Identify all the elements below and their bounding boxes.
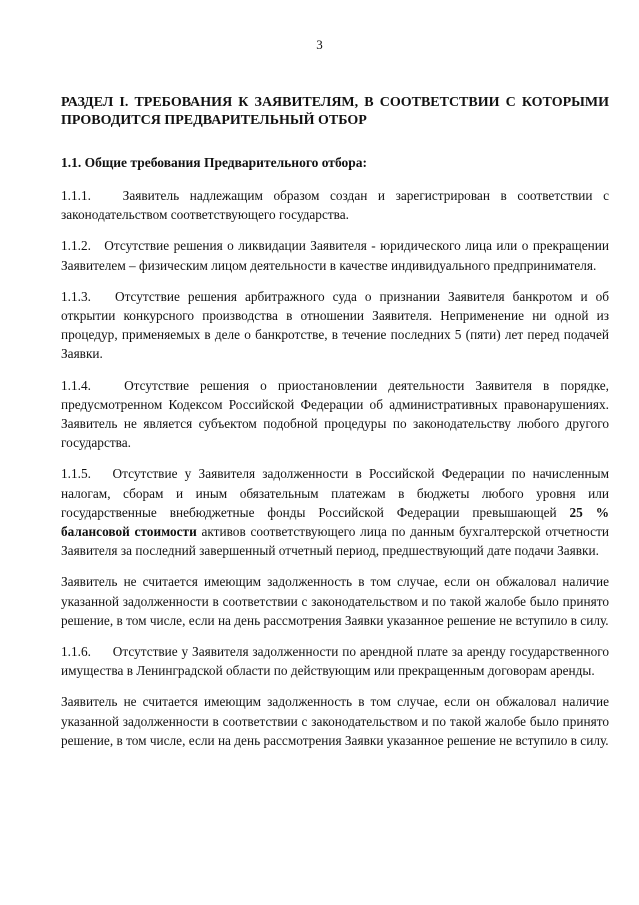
- paragraph-1-1-6: [61, 642, 609, 680]
- item-text: Отсутствие решения о ликвидации Заявителя - юридического лица или о прекращении Заявителем – физическим лицом деятельности в качестве индивидуального предпринимателя.: [61, 238, 609, 273]
- paragraph-1-1-4: [61, 376, 609, 453]
- item-number: 1.1.6.: [61, 644, 91, 660]
- item-text: Заявитель надлежащим образом создан и зарегистрирован в соответствии с законодательством соответствующего государства.: [61, 188, 609, 223]
- item-text: Заявитель не считается имеющим задолженность в том случае, если он обжаловал наличие указанной задолженности в соответствии с законодательством и по такой жалобе было принято решение, в том числе, если на день рассмотрения Заявки указанное решение не вступило в силу.: [61, 574, 609, 628]
- page-number: 3: [316, 37, 323, 52]
- item-text-before: Отсутствие у Заявителя задолженности в Российской Федерации по начисленным налогам, сборам и иным обязательным платежам в бюджеты любого уровня или государственные внебюджетные фонды Российской Федерации превышающей: [61, 466, 609, 520]
- item-text-bold: 25 % балансовой стоимости: [61, 504, 609, 540]
- item-number: 1.1.1.: [61, 188, 91, 203]
- paragraph-1-1-3: [61, 287, 609, 364]
- paragraph-1-1-1: [61, 186, 609, 224]
- item-number: 1.1.2.: [61, 238, 91, 254]
- item-text: Заявитель не считается имеющим задолженность в том случае, если он обжаловал наличие указанной задолженности в соответствии с законодательством и по такой жалобе было принято решение, в том числе, если на день рассмотрения Заявки указанное решение не вступило в силу.: [61, 694, 609, 748]
- paragraph-debt-note-1: [61, 572, 609, 630]
- item-text-after: активов соответствующего лица по данным бухгалтерской отчетности Заявителя за последний завершенный отчетный период, предшествующий дате подачи Заявки.: [61, 524, 609, 559]
- paragraph-debt-note-2: [61, 692, 609, 750]
- item-text: Отсутствие решения арбитражного суда о признании Заявителя банкротом и об открытии конкурсного производства в отношении Заявителя. Неприменение ни одной из процедур, применяемых в деле о банкротстве, в течение последних 5 (пяти) лет перед подачей Заявки.: [61, 288, 609, 362]
- item-text: Отсутствие у Заявителя задолженности по арендной плате за аренду государственного имущества в Ленинградской области по действующим или прекращенным договорам аренды.: [61, 644, 609, 679]
- section-title: РАЗДЕЛ I. ТРЕБОВАНИЯ К ЗАЯВИТЕЛЯМ, В СООТВЕТСТВИИ С КОТОРЫМИ ПРОВОДИТСЯ ПРЕДВАРИТЕЛЬНЫЙ ОТБОР: [61, 95, 609, 128]
- paragraph-1-1-5: [61, 464, 609, 560]
- document-body: [61, 94, 609, 750]
- subheading: 1.1. Общие требования Предварительного отбора:: [61, 155, 368, 170]
- item-number: 1.1.3.: [61, 288, 91, 304]
- item-text: Отсутствие решения о приостановлении деятельности Заявителя в порядке, предусмотренном Кодексом Российской Федерации об административных правонарушениях. Заявитель не является субъектом подобной процедуры по законодательству любого другого государства.: [61, 377, 609, 451]
- item-number: 1.1.5.: [61, 466, 91, 482]
- item-number: 1.1.4.: [61, 377, 91, 393]
- paragraph-1-1-2: [61, 236, 609, 274]
